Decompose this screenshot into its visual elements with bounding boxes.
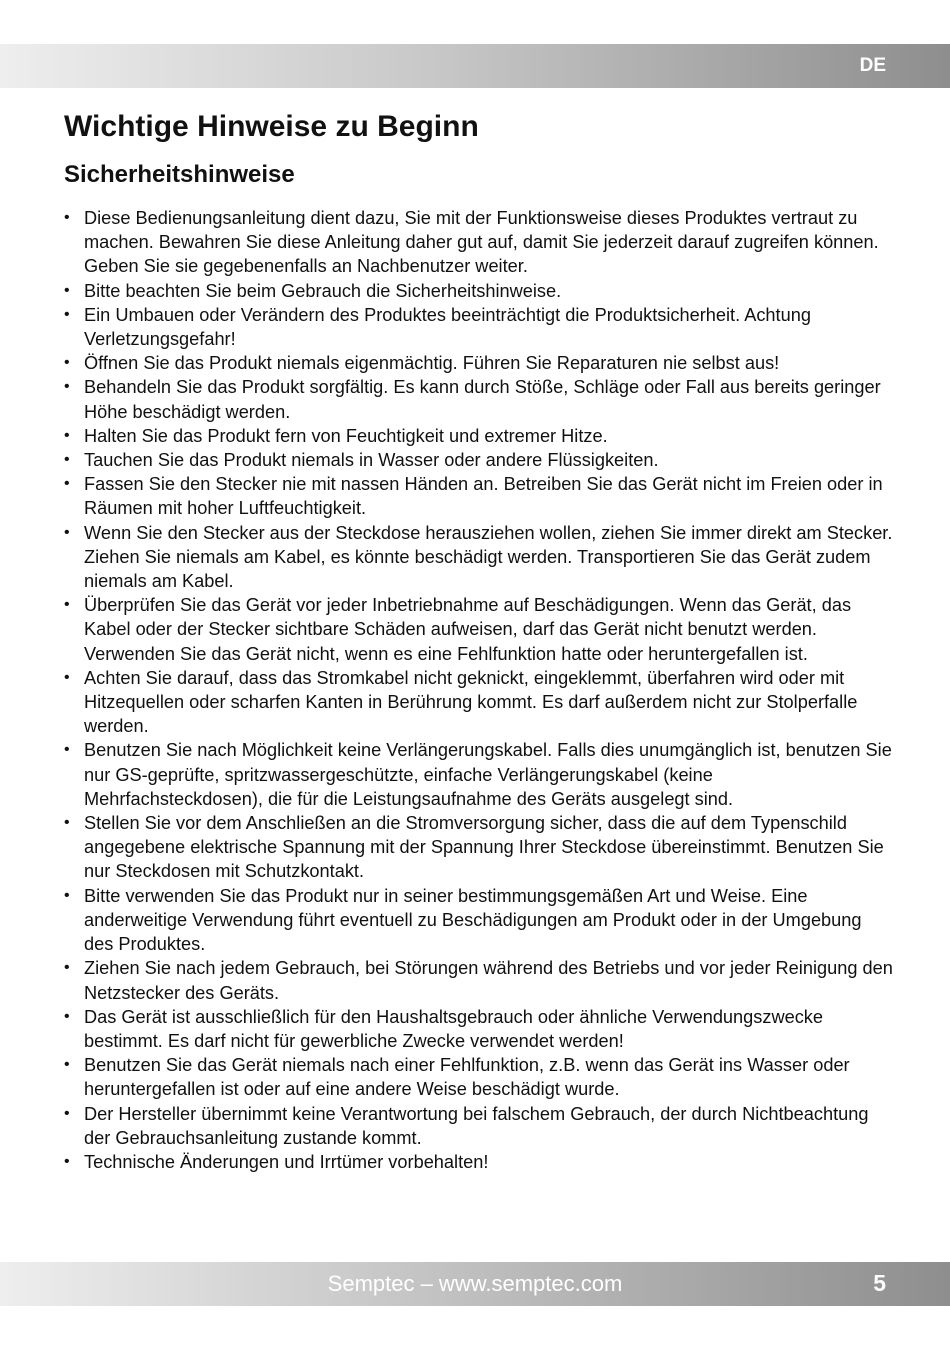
footer-bar [0, 1262, 950, 1306]
list-item: • Das Gerät ist ausschließlich für den Haushaltsgebrauch oder ähnliche Verwendungszwecke bestimmt. Es darf nicht für gewerbliche Zwecke verwendet werden! [64, 1005, 894, 1053]
list-item: • Benutzen Sie das Gerät niemals nach einer Fehlfunktion, z.B. wenn das Gerät ins Wasser oder heruntergefallen ist oder auf eine andere Weise beschädigt wurde. [64, 1053, 894, 1101]
list-item: • Benutzen Sie nach Möglichkeit keine Verlängerungskabel. Falls dies unumgänglich ist, benutzen Sie nur GS-geprüfte, spritzwassergeschützte, einfache Verlängerungskabel (keine Mehrfachsteckdosen), die für die Leistungsaufnahme des Geräts ausgelegt sind. [64, 738, 894, 811]
list-item: • Öffnen Sie das Produkt niemals eigenmächtig. Führen Sie Reparaturen nie selbst aus! [64, 351, 894, 375]
list-item: • Achten Sie darauf, dass das Stromkabel nicht geknickt, eingeklemmt, überfahren wird oder mit Hitzequellen oder scharfen Kanten in Berührung kommt. Es darf außerdem nicht zur Stolperfalle werden. [64, 666, 894, 739]
list-item: • Fassen Sie den Stecker nie mit nassen Händen an. Betreiben Sie das Gerät nicht im Freien oder in Räumen mit hoher Luftfeuchtigkeit. [64, 472, 894, 520]
language-label: DE [859, 55, 886, 76]
list-item: • Wenn Sie den Stecker aus der Steckdose herausziehen wollen, ziehen Sie immer direkt am Stecker. Ziehen Sie niemals am Kabel, es könnte beschädigt werden. Transportieren Sie das Gerät zudem niemals am Kabel. [64, 521, 894, 594]
list-item: • Halten Sie das Produkt fern von Feuchtigkeit und extremer Hitze. [64, 424, 894, 448]
list-item: • Technische Änderungen und Irrtümer vorbehalten! [64, 1150, 894, 1174]
safety-list [64, 206, 894, 1174]
list-item: • Der Hersteller übernimmt keine Verantwortung bei falschem Gebrauch, der durch Nichtbeachtung der Gebrauchsanleitung zustande kommt. [64, 1102, 894, 1150]
list-item: • Bitte beachten Sie beim Gebrauch die Sicherheitshinweise. [64, 279, 894, 303]
list-item: • Bitte verwenden Sie das Produkt nur in seiner bestimmungsgemäßen Art und Weise. Eine anderweitige Verwendung führt eventuell zu Beschädigungen am Produkt oder in der Umgebung des Produktes. [64, 884, 894, 957]
list-item: • Stellen Sie vor dem Anschließen an die Stromversorgung sicher, dass die auf dem Typenschild angegebene elektrische Spannung mit der Spannung Ihrer Steckdose übereinstimmt. Benutzen Sie nur Steckdosen mit Schutzkontakt. [64, 811, 894, 884]
list-item: • Überprüfen Sie das Gerät vor jeder Inbetriebnahme auf Beschädigungen. Wenn das Gerät, das Kabel oder der Stecker sichtbare Schäden aufweisen, darf das Gerät nicht benutzt werden. Verwenden Sie das Gerät nicht, wenn es eine Fehlfunktion hatte oder heruntergefallen ist. [64, 593, 894, 666]
page-title: Wichtige Hinweise zu Beginn [64, 110, 479, 143]
content [64, 106, 894, 1174]
page-number: 5 [873, 1270, 886, 1296]
list-item: • Ziehen Sie nach jedem Gebrauch, bei Störungen während des Betriebs und vor jeder Reinigung den Netzstecker des Geräts. [64, 956, 894, 1004]
list-item: • Diese Bedienungsanleitung dient dazu, Sie mit der Funktionsweise dieses Produktes vertraut zu machen. Bewahren Sie diese Anleitung daher gut auf, damit Sie jederzeit darauf zugreifen können. Geben Sie sie gegebenenfalls an Nachbenutzer weiter. [64, 206, 894, 279]
list-item: • Ein Umbauen oder Verändern des Produktes beeinträchtigt die Produktsicherheit. Achtung Verletzungsgefahr! [64, 303, 894, 351]
list-item: • Behandeln Sie das Produkt sorgfältig. Es kann durch Stöße, Schläge oder Fall aus bereits geringer Höhe beschädigt werden. [64, 375, 894, 423]
footer-text: Semptec – www.semptec.com [327, 1271, 623, 1296]
header-bar [0, 44, 950, 88]
list-item: • Tauchen Sie das Produkt niemals in Wasser oder andere Flüssigkeiten. [64, 448, 894, 472]
section-heading: Sicherheitshinweise [64, 161, 295, 188]
